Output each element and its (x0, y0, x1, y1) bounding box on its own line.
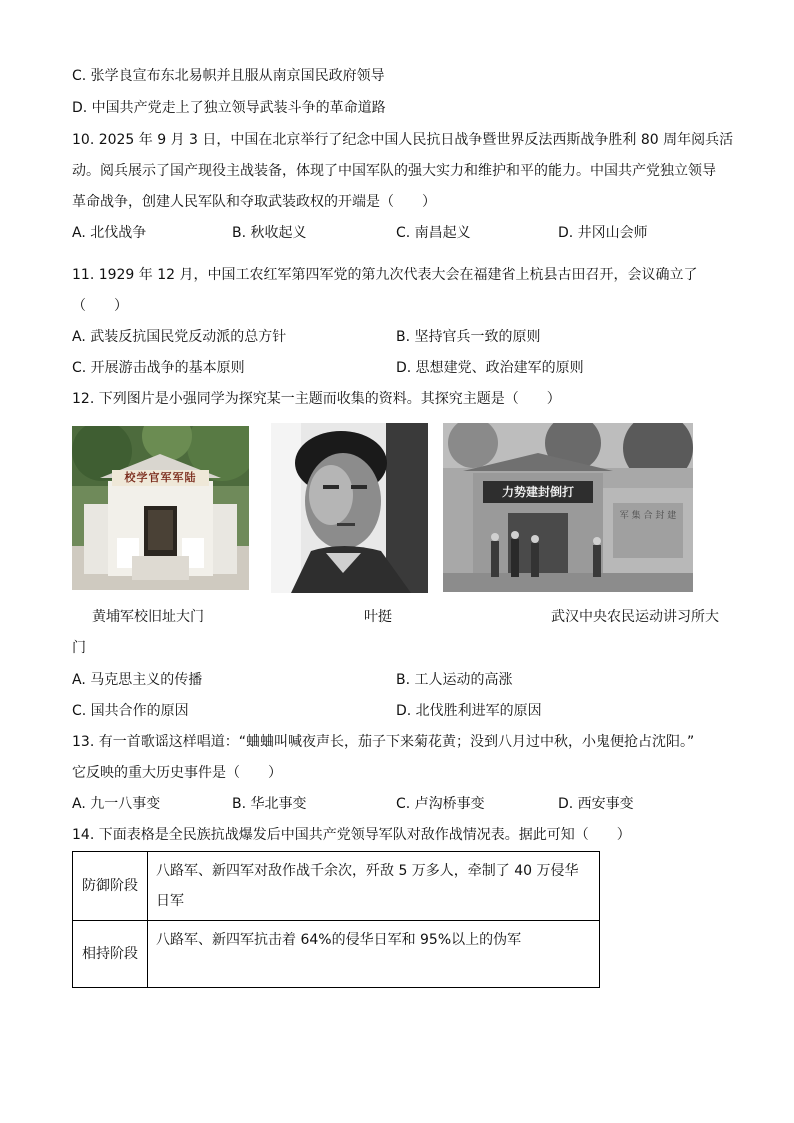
whampoa-gate-photo (72, 426, 249, 590)
table-row (73, 852, 600, 921)
q12-option-b: B. 工人运动的高涨 (396, 672, 513, 688)
q11-stem-line1: 11. 1929 年 12 月，中国工农红军第四军党的第九次代表大会在福建省上杭县古田召开，会议确立了 (72, 267, 698, 283)
q11-stem-line2: （ ） (72, 298, 128, 314)
q12-option-a: A. 马克思主义的传播 (72, 672, 203, 688)
q11-option-c: C. 开展游击战争的基本原则 (72, 360, 245, 376)
q10-stem-line1: 10. 2025 年 9 月 3 日，中国在北京举行了纪念中国人民抗日战争暨世界反法西斯战争胜利 80 周年阅兵活 (72, 132, 734, 148)
q13-stem-line1: 13. 有一首歌谣这样唱道：“蛐蛐叫喊夜声长，茄子下来菊花黄；没到八月过中秋，小鬼便抢占沈阳。” (72, 734, 695, 750)
q13-stem-line2: 它反映的重大历史事件是（ ） (72, 765, 282, 781)
q10-option-d: D. 井冈山会师 (558, 225, 648, 241)
q13-option-a: A. 九一八事变 (72, 796, 161, 812)
wuhan-gate-caption-line1: 武汉中央农民运动讲习所大 (551, 609, 719, 625)
wuhan-gate-caption-line2: 门 (72, 640, 86, 656)
whampoa-gate-sign: 校学官军军陆 (124, 471, 197, 484)
q14-stem-line1: 14. 下面表格是全民族抗战爆发后中国共产党领导军队对敌作战情况表。据此可知（ ） (72, 827, 631, 843)
whampoa-gate-illustration (72, 426, 249, 590)
whampoa-gate-caption: 黄埔军校旧址大门 (92, 609, 204, 625)
table-content-cell: 八路军、新四军抗击着 64%的侵华日军和 95%以上的伪军 (148, 921, 600, 988)
ye-ting-portrait-illustration (271, 423, 428, 593)
q11-option-a: A. 武装反抗国民党反动派的总方针 (72, 329, 287, 345)
q10-stem-line2: 动。阅兵展示了国产现役主战装备，体现了中国军队的强大实力和维护和平的能力。中国共产党独立领导 (72, 163, 716, 179)
q12-option-c: C. 国共合作的原因 (72, 703, 189, 719)
ye-ting-caption: 叶挺 (364, 609, 392, 625)
q12-option-d: D. 北伐胜利进军的原因 (396, 703, 542, 719)
ye-ting-portrait (271, 423, 428, 593)
q10-stem-line3: 革命战争，创建人民军队和夺取武装政权的开端是（ ） (72, 194, 436, 210)
wuhan-institute-gate-photo (443, 423, 693, 592)
q11-option-b: B. 坚持官兵一致的原则 (396, 329, 541, 345)
table-row (73, 921, 600, 988)
wuhan-gate-side-slogan: 军 集 合 封 建 (619, 511, 677, 521)
q13-option-d: D. 西安事变 (558, 796, 634, 812)
q13-option-b: B. 华北事变 (232, 796, 307, 812)
wuhan-institute-gate-illustration (443, 423, 693, 592)
q9-option-d: D. 中国共产党走上了独立领导武装斗争的革命道路 (72, 100, 386, 116)
q14-combat-table (72, 851, 600, 988)
table-content-cell: 八路军、新四军对敌作战千余次，歼敌 5 万多人，牵制了 40 万侵华日军 (148, 852, 600, 921)
table-stage-cell: 相持阶段 (73, 921, 148, 988)
q11-option-d: D. 思想建党、政治建军的原则 (396, 360, 584, 376)
q10-option-b: B. 秋收起义 (232, 225, 307, 241)
q13-option-c: C. 卢沟桥事变 (396, 796, 485, 812)
table-stage-cell: 防御阶段 (73, 852, 148, 921)
q12-stem-line1: 12. 下列图片是小强同学为探究某一主题而收集的资料。其探究主题是（ ） (72, 391, 561, 407)
wuhan-gate-sign: 力势建封倒打 (501, 485, 574, 499)
q9-option-c: C. 张学良宣布东北易帜并且服从南京国民政府领导 (72, 68, 385, 84)
q10-option-a: A. 北伐战争 (72, 225, 147, 241)
q10-option-c: C. 南昌起义 (396, 225, 471, 241)
